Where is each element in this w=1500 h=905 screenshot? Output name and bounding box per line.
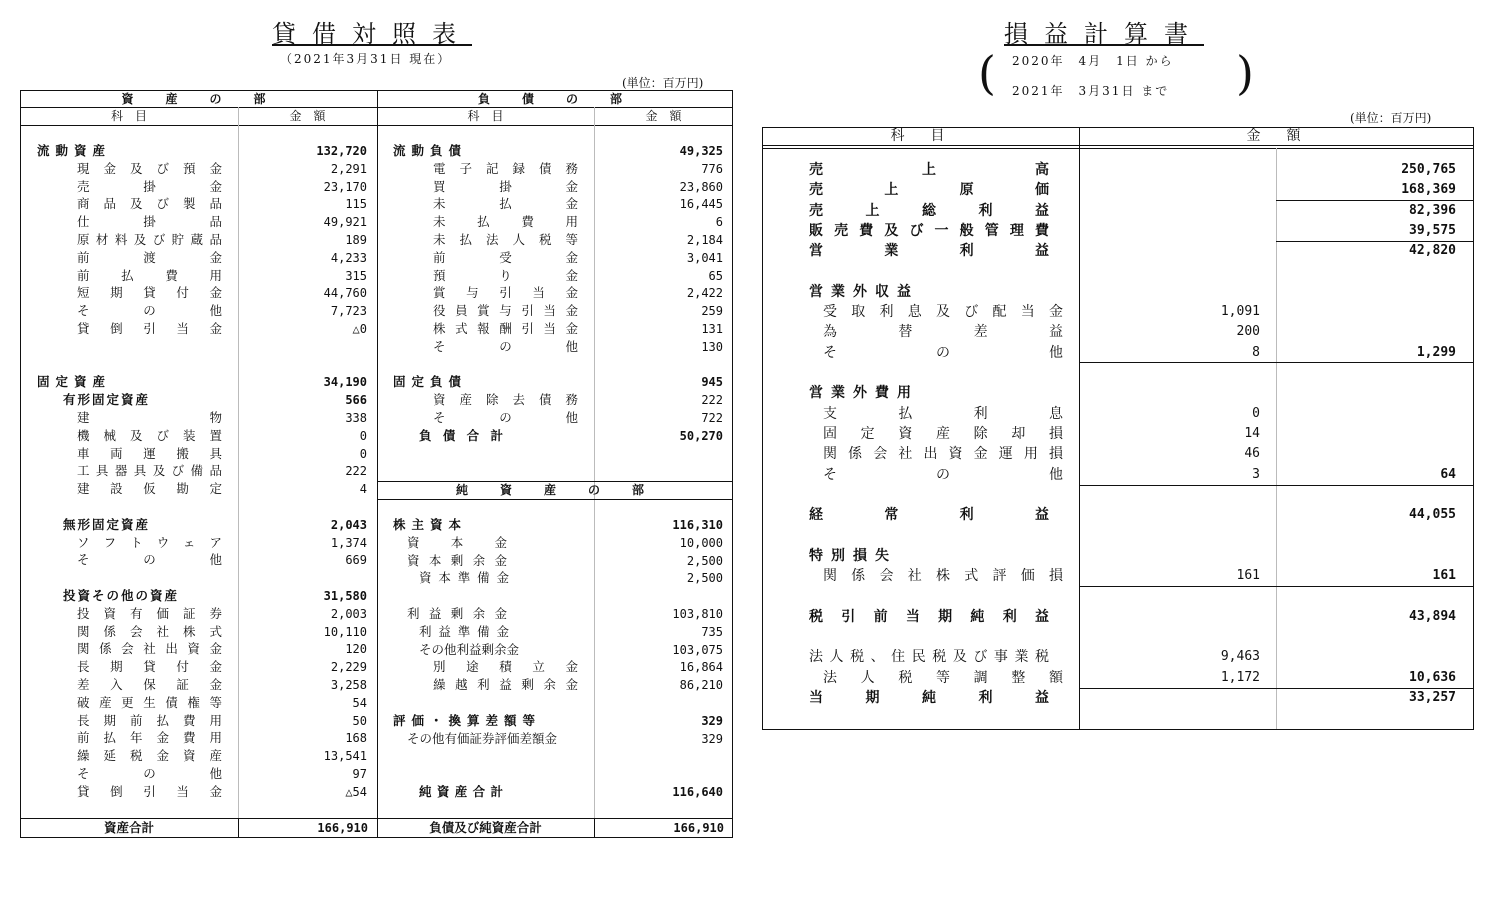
assets-item-value: 2,003: [330, 606, 367, 621]
pl-item-total: 43,894: [1409, 608, 1456, 624]
net-assets-item-value: 329: [701, 713, 723, 728]
assets-item-value: 0: [359, 428, 367, 443]
liabilities-item-value: 3,041: [686, 250, 723, 265]
net-assets-item-label: その他有価証券評価差額金: [407, 730, 558, 746]
liabilities-item-label: 賞与引当金: [433, 285, 578, 301]
pl-item-label: 営業外費用: [809, 385, 919, 402]
pl-item-subamount: 0: [1252, 405, 1260, 421]
pl-item-label: 当期純利益: [809, 689, 1049, 706]
pl-item-total: 10,636: [1409, 669, 1456, 685]
assets-item-value: 669: [345, 553, 367, 568]
liabilities-item-value: 16,445: [679, 197, 723, 212]
assets-item-label: 現金及び預金: [77, 160, 222, 176]
assets-item-label: 工具器具及び備品: [77, 463, 222, 479]
assets-item-value: 44,760: [323, 286, 367, 301]
net-assets-item-value: 116,310: [672, 518, 723, 532]
pl-item-subamount: 3: [1252, 466, 1260, 482]
net-assets-item-label: その他利益剰余金: [419, 641, 520, 657]
pl-item-label: 税引前当期純利益: [809, 608, 1049, 625]
pl-item-label: 販売費及び一般管理費: [809, 222, 1049, 239]
assets-item-label: 売掛金: [77, 178, 222, 194]
liabilities-item-label: 前受金: [433, 249, 578, 265]
pl-item-label: 法人税、住民税及び事業税: [809, 649, 1049, 666]
net-assets-item-value: 735: [701, 624, 723, 639]
pl-item-label: 固定資産除却損: [823, 425, 1063, 442]
liabilities-col-item: 科 目: [467, 109, 504, 123]
liabilities-item-label: 負債合計: [419, 427, 503, 443]
assets-item-label: 建設仮勘定: [77, 481, 222, 497]
liab-net-total-label: 負債及び純資産合計: [429, 820, 542, 835]
assets-item-label: ソフトウェア: [77, 534, 222, 550]
net-assets-item-label: 資本金: [407, 534, 507, 550]
pl-item-label: 経常利益: [809, 507, 1049, 524]
pl-item-subamount: 8: [1252, 344, 1260, 360]
income-statement-unit: (単位：百万円): [1350, 111, 1432, 125]
assets-item-label: 車両運搬具: [77, 445, 222, 461]
assets-item-value: 34,190: [323, 375, 367, 390]
liabilities-item-value: 65: [708, 268, 723, 283]
assets-item-value: △54: [345, 784, 367, 799]
liabilities-item-label: 電子記録債務: [433, 160, 578, 176]
net-assets-item-label: 繰越利益剰余金: [433, 677, 578, 693]
liabilities-item-value: 50,270: [679, 428, 723, 443]
net-assets-item-value: 86,210: [679, 678, 723, 693]
period-from: 2020年 4月 1日 から: [1012, 54, 1174, 68]
net-assets-item-label: 利益剰余金: [407, 606, 507, 621]
liabilities-item-value: 722: [701, 411, 723, 425]
liabilities-item-label: 役員賞与引当金: [433, 303, 578, 319]
liabilities-item-value: 776: [701, 161, 723, 176]
net-assets-item-value: 10,000: [679, 535, 723, 550]
net-assets-item-label: 資本準備金: [419, 570, 509, 586]
liabilities-item-label: 買掛金: [433, 178, 578, 194]
assets-item-label: 有形固定資産: [63, 392, 151, 408]
assets-item-label: 短期貸付金: [77, 285, 222, 301]
liabilities-item-value: 222: [701, 393, 723, 408]
assets-item-value: 115: [345, 197, 367, 212]
assets-item-value: 338: [345, 411, 367, 425]
assets-item-label: 機械及び装置: [77, 427, 222, 443]
assets-item-label: 前払費用: [77, 267, 222, 283]
net-assets-item-value: 16,864: [679, 660, 723, 675]
assets-item-label: 長期貸付金: [77, 659, 222, 675]
liabilities-item-label: 固定負債: [393, 374, 468, 390]
assets-item-label: 仕掛品: [77, 214, 222, 230]
pl-item-label: 為替差益: [823, 324, 1063, 341]
income-statement-title: 損益計算書: [1004, 20, 1204, 48]
assets-item-value: △0: [352, 322, 367, 336]
pl-item-label: 関係会社株式評価損: [823, 568, 1063, 584]
assets-item-value: 566: [345, 393, 367, 408]
pl-item-subamount: 14: [1244, 425, 1260, 441]
pl-item-total: 33,257: [1409, 689, 1456, 705]
liabilities-item-label: 流動負債: [393, 143, 468, 158]
pl-item-label: 関係会社出資金運用損: [823, 446, 1063, 463]
liabilities-item-value: 130: [701, 339, 723, 354]
pl-item-label: 営業利益: [809, 243, 1049, 260]
assets-item-label: 前渡金: [77, 249, 222, 265]
net-assets-item-label: 別途積立金: [433, 659, 578, 675]
pl-item-label: 売上高: [809, 162, 1049, 178]
pl-item-subamount: 46: [1244, 446, 1260, 462]
liabilities-item-label: 資産除去債務: [433, 392, 578, 408]
liabilities-item-value: 6: [715, 215, 723, 230]
assets-item-label: 投資その他の資産: [63, 588, 180, 603]
assets-item-label: 繰延税金資産: [77, 748, 222, 764]
net-assets-item-value: 2,500: [686, 553, 723, 568]
assets-item-value: 97: [352, 767, 367, 781]
pl-item-subamount: 161: [1236, 568, 1260, 583]
net-assets-item-value: 329: [701, 731, 723, 746]
assets-item-label: 関係会社出資金: [77, 641, 222, 657]
period-open-paren: (: [978, 46, 996, 100]
assets-item-value: 10,110: [323, 624, 367, 639]
assets-section-header: 資 産 の 部: [121, 92, 276, 106]
liabilities-item-label: 株式報酬引当金: [433, 321, 578, 336]
assets-item-value: 0: [359, 446, 367, 461]
assets-item-value: 3,258: [330, 678, 367, 692]
net-assets-item-value: 103,810: [672, 607, 723, 621]
pl-item-label: その他: [823, 466, 1063, 483]
assets-item-value: 4,233: [330, 250, 367, 265]
assets-item-label: その他: [77, 766, 222, 781]
net-assets-section-header: 純 資 産 の 部: [455, 483, 654, 497]
pl-item-total: 39,575: [1409, 222, 1456, 238]
balance-sheet-unit: (単位：百万円): [622, 76, 704, 90]
assets-col-amount: 金 額: [289, 109, 326, 123]
pl-item-total: 161: [1432, 568, 1456, 583]
pl-item-label: 支払利息: [823, 405, 1063, 422]
balance-sheet-date: （2021年3月31日 現在）: [280, 52, 452, 66]
liab-net-total-value: 166,910: [673, 821, 724, 835]
assets-item-label: 差入保証金: [77, 677, 222, 692]
assets-item-label: 長期前払費用: [77, 712, 222, 728]
assets-item-value: 31,580: [323, 589, 367, 603]
assets-col-item: 科 目: [110, 109, 147, 123]
pl-item-total: 42,820: [1409, 243, 1456, 259]
assets-item-value: 2,043: [330, 517, 367, 532]
assets-item-value: 2,291: [330, 161, 367, 176]
assets-item-value: 49,921: [323, 215, 367, 230]
pl-item-label: 売上総利益: [809, 202, 1049, 219]
assets-item-value: 168: [345, 731, 367, 746]
pl-item-total: 64: [1440, 466, 1456, 482]
pl-item-label: 特別損失: [809, 547, 897, 564]
assets-item-value: 222: [345, 464, 367, 479]
pl-item-label: 営業外収益: [809, 283, 919, 300]
pl-item-total: 168,369: [1401, 182, 1456, 198]
pl-item-subamount: 1,091: [1220, 304, 1260, 320]
pl-item-label: 法人税等調整額: [823, 669, 1063, 686]
liabilities-col-amount: 金 額: [645, 109, 682, 123]
assets-item-label: 流動資産: [37, 143, 112, 158]
net-assets-item-value: 2,500: [686, 571, 723, 586]
assets-item-value: 2,229: [330, 660, 367, 675]
liabilities-item-value: 945: [701, 375, 723, 390]
assets-item-label: 無形固定資産: [63, 516, 151, 532]
assets-item-label: その他: [77, 552, 222, 568]
assets-item-value: 4: [359, 482, 367, 497]
pl-item-total: 82,396: [1409, 202, 1456, 218]
net-assets-item-value: 103,075: [672, 642, 723, 657]
net-assets-item-label: 純資産合計: [419, 784, 503, 799]
pl-item-subamount: 9,463: [1220, 649, 1260, 665]
liabilities-section-header: 負 債 の 部: [477, 92, 632, 106]
liabilities-item-value: 2,422: [686, 286, 723, 301]
assets-item-label: 関係会社株式: [77, 623, 222, 639]
pl-item-label: 受取利息及び配当金: [823, 304, 1063, 321]
assets-item-value: 315: [345, 268, 367, 283]
net-assets-item-label: 株主資本: [393, 517, 468, 532]
pl-item-label: 売上原価: [809, 182, 1049, 199]
liabilities-item-label: その他: [433, 410, 578, 425]
assets-item-value: 54: [352, 695, 367, 710]
liabilities-item-value: 259: [701, 304, 723, 319]
assets-item-value: 132,720: [316, 144, 367, 158]
liabilities-item-value: 2,184: [686, 233, 723, 247]
assets-item-label: 原材料及び貯蔵品: [77, 232, 222, 247]
liabilities-item-value: 49,325: [679, 144, 723, 158]
assets-item-label: 固定資産: [37, 374, 112, 390]
assets-item-label: 投資有価証券: [77, 605, 222, 621]
assets-item-label: 貸倒引当金: [77, 783, 222, 799]
assets-item-label: 前払年金費用: [77, 730, 222, 746]
assets-item-value: 23,170: [323, 179, 367, 194]
assets-item-value: 189: [345, 233, 367, 247]
liabilities-item-label: 預り金: [433, 267, 578, 283]
net-assets-item-value: 116,640: [672, 785, 723, 799]
assets-item-label: 商品及び製品: [77, 196, 222, 212]
pl-item-total: 44,055: [1409, 507, 1456, 523]
net-assets-item-label: 利益準備金: [419, 623, 509, 639]
pl-col-item: 科 目: [890, 128, 951, 144]
assets-item-value: 1,374: [330, 535, 367, 550]
liabilities-item-label: 未払法人税等: [433, 232, 578, 247]
assets-item-value: 120: [345, 642, 367, 657]
pl-item-total: 1,299: [1416, 344, 1456, 360]
assets-item-label: その他: [77, 303, 222, 319]
assets-item-value: 13,541: [323, 749, 367, 764]
net-assets-item-label: 評価・換算差額等: [393, 712, 542, 728]
net-assets-item-label: 資本剰余金: [407, 552, 507, 568]
pl-item-total: 250,765: [1401, 162, 1456, 177]
pl-item-subamount: 200: [1236, 324, 1260, 340]
assets-item-label: 貸倒引当金: [77, 321, 222, 336]
liabilities-item-value: 23,860: [679, 179, 723, 194]
period-close-paren: ): [1236, 46, 1254, 100]
assets-item-value: 50: [352, 713, 367, 728]
assets-total-value: 166,910: [317, 821, 368, 835]
pl-col-amount: 金 額: [1246, 128, 1307, 144]
liabilities-item-label: 未払費用: [433, 214, 578, 230]
pl-item-label: その他: [823, 344, 1063, 361]
liabilities-item-label: その他: [433, 338, 578, 354]
assets-item-value: 7,723: [330, 304, 367, 319]
liabilities-item-value: 131: [701, 322, 723, 336]
assets-total-label: 資産合計: [103, 820, 154, 835]
period-to: 2021年 3月31日 まで: [1012, 84, 1170, 98]
liabilities-item-label: 未払金: [433, 196, 578, 212]
balance-sheet-title: 貸借対照表: [272, 20, 472, 48]
pl-item-subamount: 1,172: [1220, 669, 1260, 685]
assets-item-label: 建物: [77, 410, 222, 425]
assets-item-label: 破産更生債権等: [77, 694, 222, 710]
